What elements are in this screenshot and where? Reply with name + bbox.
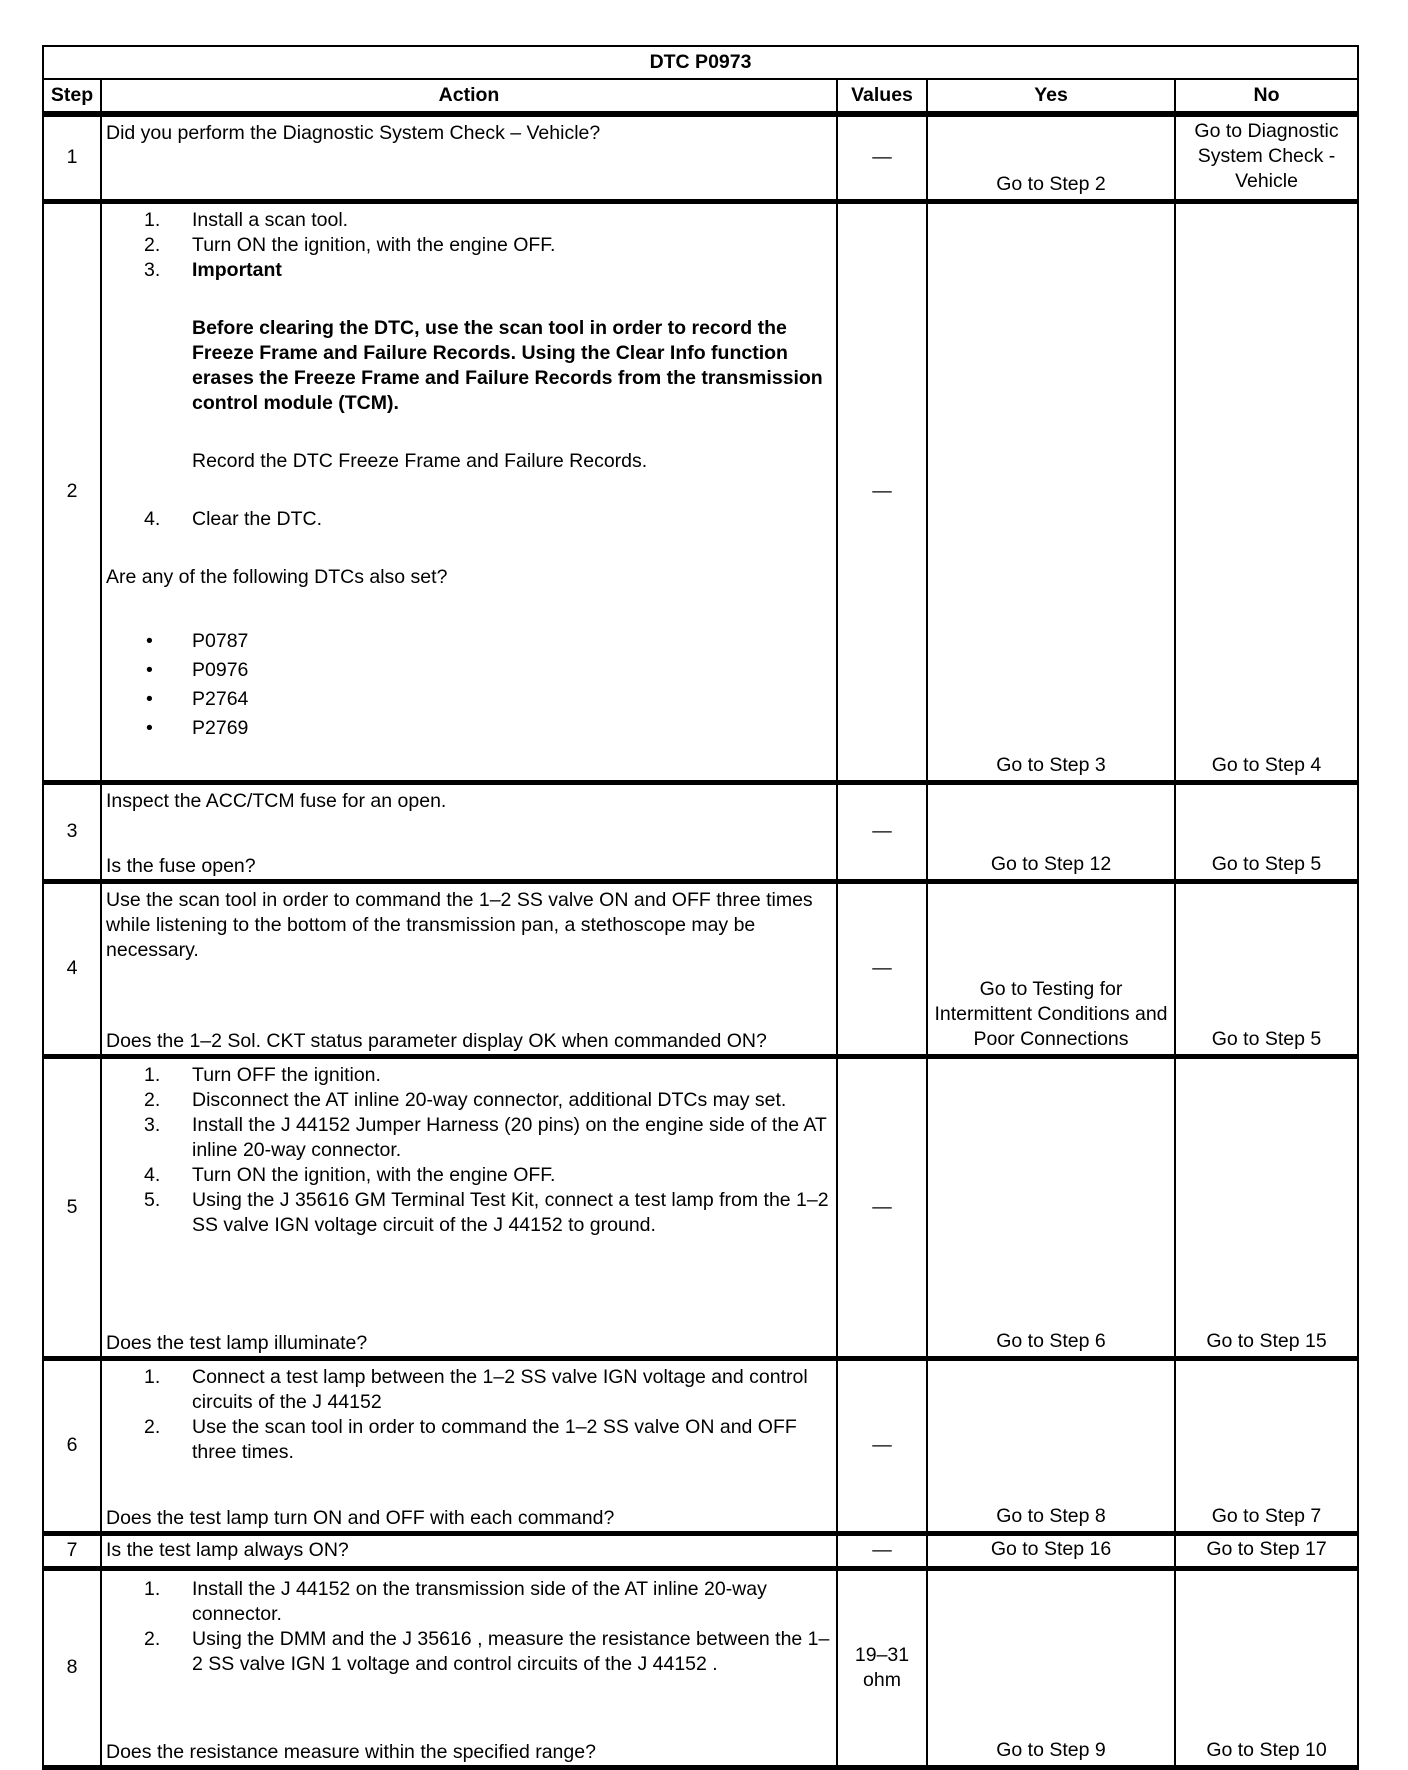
question: Does the resistance measure within the specified range?	[106, 1740, 596, 1763]
action-cell	[101, 201, 837, 782]
yes-cell: Go to Step 2	[927, 114, 1175, 201]
yes-cell: Go to Step 3	[927, 201, 1175, 782]
step-number: 7	[43, 1533, 101, 1568]
table-row	[43, 201, 1358, 782]
action-cell	[101, 1056, 837, 1358]
yes-cell: Go to Step 16	[927, 1533, 1175, 1568]
step-number: 6	[43, 1358, 101, 1533]
no-cell: Go to Diagnostic System Check - Vehicle	[1175, 114, 1358, 201]
important-note: Before clearing the DTC, use the scan tool in order to record the Freeze Frame and Failure Records. Using the Clear Info function erases the Freeze Frame and Failure Records from the transmission control module (TCM).	[192, 316, 823, 414]
step-number: 1	[43, 114, 101, 201]
values-cell: —	[837, 1358, 927, 1533]
list-item: 4. Turn ON the ignition, with the engine OFF.	[144, 1163, 556, 1186]
question: Does the test lamp illuminate?	[106, 1331, 368, 1354]
table-row	[43, 1533, 1358, 1568]
table-row	[43, 1568, 1358, 1767]
no-cell: Go to Step 17	[1175, 1533, 1358, 1568]
question: Does the 1–2 Sol. CKT status parameter display OK when commanded ON?	[106, 1029, 767, 1052]
list-item: 1. Install a scan tool.	[144, 208, 349, 231]
header-values: Values	[837, 79, 927, 114]
dtc-item: • P2764	[106, 685, 832, 714]
list-item: 2. Use the scan tool in order to command the 1–2 SS valve ON and OFF three times.	[144, 1415, 797, 1463]
no-cell: Go to Step 10	[1175, 1568, 1358, 1767]
action-text: Use the scan tool in order to command the 1–2 SS valve ON and OFF three times while listening to the bottom of the transmission pan, a stethoscope may be necessary.	[106, 888, 813, 961]
values-cell: —	[837, 782, 927, 881]
header-step: Step	[43, 79, 101, 114]
list-item: 2. Using the DMM and the J 35616 , measure the resistance between the 1–2 SS valve IGN 1 voltage and control circuits of the J 44152 .	[144, 1627, 830, 1675]
header-no: No	[1175, 79, 1358, 114]
question: Is the test lamp always ON?	[101, 1533, 837, 1568]
no-cell: Go to Step 7	[1175, 1358, 1358, 1533]
table-row	[43, 782, 1358, 881]
record-note: Record the DTC Freeze Frame and Failure Records.	[192, 449, 648, 472]
action-cell	[101, 782, 837, 881]
list-item: 4. Clear the DTC.	[144, 507, 323, 530]
header-action: Action	[101, 79, 837, 114]
step-number: 5	[43, 1056, 101, 1358]
question: Are any of the following DTCs also set?	[106, 565, 448, 588]
dtc-item: • P0787	[106, 627, 832, 656]
step-number: 2	[43, 201, 101, 782]
yes-cell: Go to Step 9	[927, 1568, 1175, 1767]
list-item: 3. Important	[144, 258, 282, 281]
action-text: Inspect the ACC/TCM fuse for an open.	[106, 789, 447, 812]
list-item: 5. Using the J 35616 GM Terminal Test Kit, connect a test lamp from the 1–2 SS valve IGN voltage circuit of the J 44152 to ground.	[144, 1188, 829, 1236]
table-row	[43, 1056, 1358, 1358]
no-cell: Go to Step 5	[1175, 881, 1358, 1056]
values-cell: —	[837, 1533, 927, 1568]
dtc-item: • P2769	[106, 714, 832, 743]
table-row	[43, 1358, 1358, 1533]
no-cell: Go to Step 5	[1175, 782, 1358, 881]
no-cell: Go to Step 15	[1175, 1056, 1358, 1358]
step-number: 8	[43, 1568, 101, 1767]
values-cell: —	[837, 1056, 927, 1358]
yes-cell: Go to Step 12	[927, 782, 1175, 881]
table-row	[43, 881, 1358, 1056]
header-yes: Yes	[927, 79, 1175, 114]
list-item: 2. Turn ON the ignition, with the engine OFF.	[144, 233, 556, 256]
question: Does the test lamp turn ON and OFF with each command?	[106, 1506, 615, 1529]
action-cell	[101, 1358, 837, 1533]
step-number: 3	[43, 782, 101, 881]
list-item: 3. Install the J 44152 Jumper Harness (20 pins) on the engine side of the AT inline 20-way connector.	[144, 1113, 827, 1161]
question: Did you perform the Diagnostic System Check – Vehicle?	[106, 122, 601, 144]
values-cell: —	[837, 881, 927, 1056]
table-row	[43, 114, 1358, 201]
yes-cell: Go to Testing for Intermittent Conditions and Poor Connections	[927, 881, 1175, 1056]
list-item: 2. Disconnect the AT inline 20-way connector, additional DTCs may set.	[144, 1088, 787, 1111]
yes-cell: Go to Step 6	[927, 1056, 1175, 1358]
yes-cell: Go to Step 8	[927, 1358, 1175, 1533]
action-cell	[101, 1568, 837, 1767]
action-cell	[101, 114, 837, 201]
question: Is the fuse open?	[106, 854, 256, 877]
step-number: 4	[43, 881, 101, 1056]
no-cell: Go to Step 4	[1175, 201, 1358, 782]
values-cell: —	[837, 114, 927, 201]
list-item: 1. Connect a test lamp between the 1–2 SS valve IGN voltage and control circuits of the J 44152	[144, 1365, 808, 1413]
dtc-table	[42, 45, 1359, 1770]
action-cell	[101, 881, 837, 1056]
list-item: 1. Install the J 44152 on the transmission side of the AT inline 20-way connector.	[144, 1577, 767, 1625]
table-title: DTC P0973	[43, 46, 1358, 79]
dtc-item: • P0976	[106, 656, 832, 685]
values-cell: —	[837, 201, 927, 782]
values-cell: 19–31 ohm	[837, 1568, 927, 1767]
list-item: 1. Turn OFF the ignition.	[144, 1063, 381, 1086]
